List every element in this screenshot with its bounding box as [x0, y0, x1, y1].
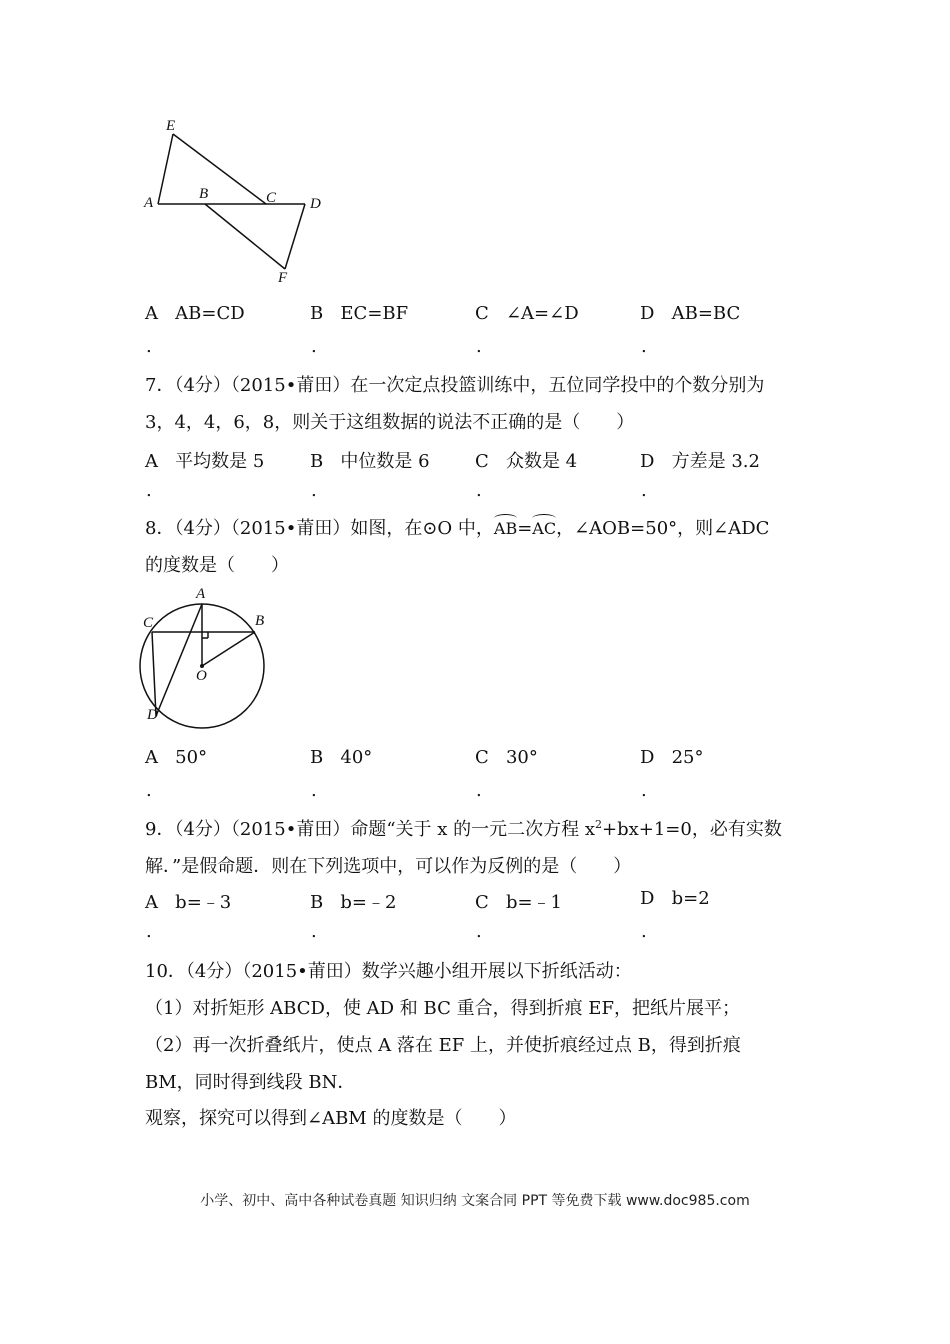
- page-footer: 小学、初中、高中各种试卷真题 知识归纳 文案合同 PPT 等免费下载 www.doc985.com: [200, 1193, 750, 1209]
- q8-option-b[interactable]: B 40°: [310, 747, 373, 768]
- q10-line2: （1）对折矩形 ABCD，使 AD 和 BC 重合，得到折痕 EF，把纸片展平；: [145, 998, 740, 1019]
- q6-dot-d: .: [641, 336, 647, 357]
- q6-option-a[interactable]: A AB=CD: [145, 303, 245, 324]
- fig2-label-D: D: [147, 707, 158, 723]
- q9-option-a[interactable]: A b=﹣3: [145, 892, 232, 913]
- q6-option-b[interactable]: B EC=BF: [310, 303, 409, 324]
- q9-option-d[interactable]: D b=2: [640, 888, 710, 909]
- fig1-label-C: C: [266, 190, 277, 206]
- q7-option-a[interactable]: A 平均数是 5: [145, 451, 265, 472]
- q10-line4: BM，同时得到线段 BN．: [145, 1072, 356, 1093]
- q9-dot-c: .: [476, 921, 482, 942]
- arc-ab: AB: [493, 519, 518, 538]
- q9-line1: 9．（4分）（2015•莆田）命题“关于 x 的一元二次方程 $x^2+bx+1=0$，必有实数: [145, 818, 782, 840]
- fig1-label-B: B: [199, 186, 209, 202]
- q8-line1: 8．（4分）（2015•莆田）如图，在⊙O 中，AB=AC，∠AOB=50°，则∠ADC: [145, 518, 770, 539]
- q9-dot-d: .: [641, 921, 647, 942]
- q10-line3: （2）再一次折叠纸片，使点 A 落在 EF 上，并使折痕经过点 B，得到折痕: [145, 1035, 741, 1056]
- q9-dot-b: .: [311, 921, 317, 942]
- q7-option-d[interactable]: D 方差是 3.2: [640, 451, 760, 472]
- q7-dot-b: .: [311, 480, 317, 501]
- q10-line1: 10．（4分）（2015•莆田）数学兴趣小组开展以下折纸活动：: [145, 961, 632, 982]
- q8-line2: 的度数是（ ）: [145, 555, 289, 576]
- fig2-label-A: A: [196, 586, 206, 602]
- fig2-label-O: O: [196, 668, 207, 684]
- fig2-label-B: B: [255, 613, 265, 629]
- q8-dot-a: .: [146, 780, 152, 801]
- q8-option-c[interactable]: C 30°: [475, 747, 538, 768]
- q9-line2: 解．”是假命题．则在下列选项中，可以作为反例的是（ ）: [145, 856, 632, 877]
- q9-option-c[interactable]: C b=﹣1: [475, 892, 563, 913]
- arc-ac: AC: [532, 519, 557, 538]
- fig1-label-D: D: [310, 196, 321, 212]
- fig1-label-E: E: [166, 118, 176, 134]
- q6-option-d[interactable]: D AB=BC: [640, 303, 741, 324]
- q7-line2: 3，4，4，6，8，则关于这组数据的说法不正确的是（ ）: [145, 412, 635, 433]
- q8-dot-c: .: [476, 780, 482, 801]
- q7-option-c[interactable]: C 众数是 4: [475, 451, 578, 472]
- q7-dot-d: .: [641, 480, 647, 501]
- q7-option-b[interactable]: B 中位数是 6: [310, 451, 430, 472]
- q6-dot-c: .: [476, 336, 482, 357]
- q9-dot-a: .: [146, 921, 152, 942]
- q8-dot-b: .: [311, 780, 317, 801]
- q9-option-b[interactable]: B b=﹣2: [310, 892, 397, 913]
- q10-line5: 观察，探究可以得到∠ABM 的度数是（ ）: [145, 1108, 517, 1129]
- q8-option-d[interactable]: D 25°: [640, 747, 704, 768]
- q6-dot-a: .: [146, 336, 152, 357]
- q6-dot-b: .: [311, 336, 317, 357]
- fig2-label-C: C: [143, 615, 154, 631]
- fig1-label-F: F: [278, 270, 288, 286]
- q8-option-a[interactable]: A 50°: [145, 747, 208, 768]
- q6-option-c[interactable]: C ∠A=∠D: [475, 303, 579, 324]
- q7-dot-c: .: [476, 480, 482, 501]
- q8-dot-d: .: [641, 780, 647, 801]
- figure-circle: [138, 590, 273, 730]
- q7-line1: 7．（4分）（2015•莆田）在一次定点投篮训练中，五位同学投中的个数分别为: [145, 375, 765, 396]
- q7-dot-a: .: [146, 480, 152, 501]
- fig1-label-A: A: [144, 195, 154, 211]
